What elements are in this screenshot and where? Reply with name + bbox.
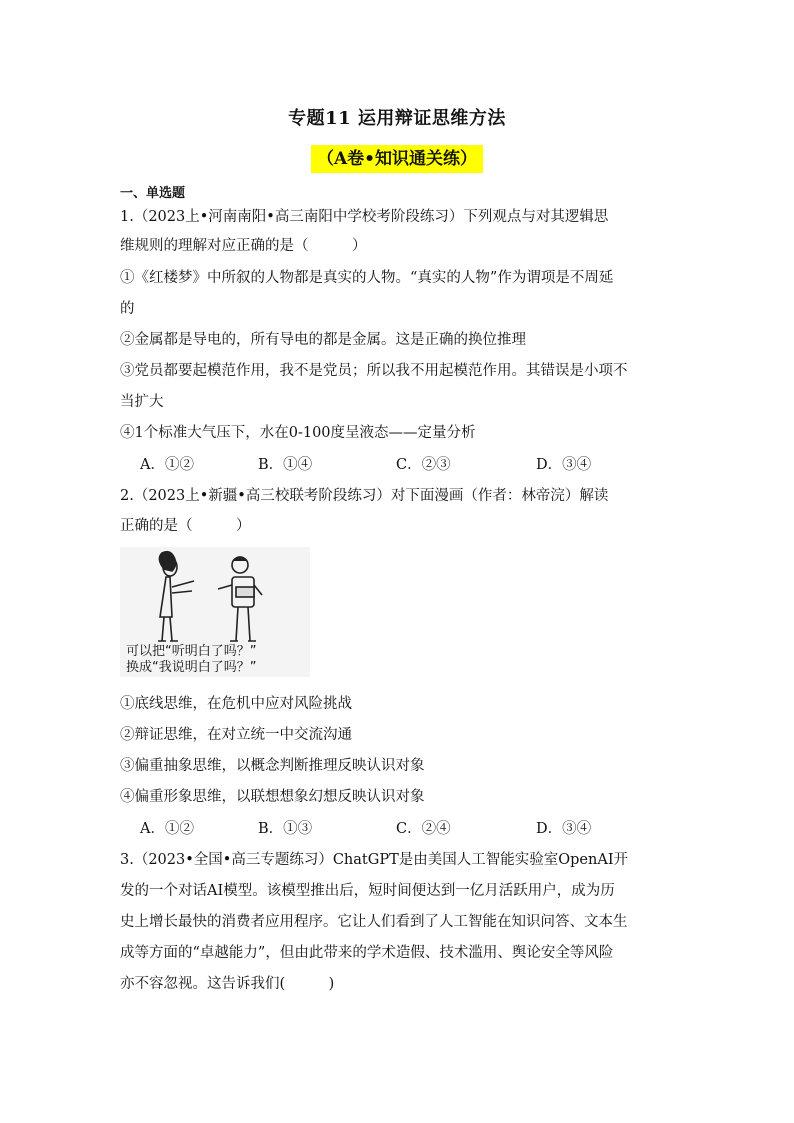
- q1-option-c[interactable]: C．②③: [396, 457, 451, 473]
- q2-statement: ③偏重抽象思维，以概念判断推理反映认识对象: [120, 758, 425, 774]
- q1-option-d[interactable]: D．③④: [536, 457, 592, 473]
- q2-options: [140, 819, 660, 839]
- q3-stem-line: 史上增长最快的消费者应用程序。它让人们看到了人工智能在知识问答、文本生: [120, 914, 628, 930]
- q3-stem-line: 亦不容忽视。这告诉我们( ): [120, 976, 335, 992]
- document-title: 专题11 运用辩证思维方法: [288, 108, 506, 129]
- q1-stem-line: 维规则的理解对应正确的是（ ）: [120, 238, 367, 254]
- q3-stem-line: 3.（2023•全国•高三专题练习）ChatGPT是由美国人工智能实验室OpenAI开: [120, 852, 629, 868]
- q1-statement: ④1个标准大气压下，水在0-100度呈液态——定量分析: [120, 425, 476, 441]
- q2-option-c[interactable]: C．②④: [396, 821, 451, 837]
- q2-statement: ④偏重形象思维，以联想想象幻想反映认识对象: [120, 789, 425, 805]
- q1-statement: ①《红楼梦》中所叙的人物都是真实的人物。“真实的人物”作为谓项是不周延: [120, 270, 614, 286]
- document-subtitle: （A卷•知识通关练）: [311, 145, 483, 173]
- comic-caption-line-2: 换成“我说明白了吗？”: [126, 660, 257, 675]
- q1-statement: 的: [120, 301, 135, 317]
- q1-option-a[interactable]: A．①②: [140, 457, 194, 473]
- q1-option-b[interactable]: B．①④: [258, 457, 313, 473]
- q1-options: [140, 455, 660, 475]
- q2-statement: ②辩证思维，在对立统一中交流沟通: [120, 727, 352, 743]
- q1-statement: ③党员都要起模范作用，我不是党员；所以我不用起模范作用。其错误是小项不: [120, 363, 628, 379]
- q1-statement: 当扩大: [120, 394, 164, 410]
- q2-option-a[interactable]: A．①②: [140, 821, 194, 837]
- q1-stem-line: 1.（2023上•河南南阳•高三南阳中学校考阶段练习）下列观点与对其逻辑思: [120, 209, 609, 225]
- q2-option-b[interactable]: B．①③: [258, 821, 313, 837]
- q2-option-d[interactable]: D．③④: [536, 821, 592, 837]
- section-heading: 一、单选题: [120, 186, 186, 201]
- comic-caption-line-1: 可以把“听明白了吗？”: [126, 644, 257, 659]
- q2-stem-line: 2.（2023上•新疆•高三校联考阶段练习）对下面漫画（作者：林帝浣）解读: [120, 488, 609, 504]
- subtitle-wrap: [0, 145, 794, 173]
- q2-stem-line: 正确的是（ ）: [120, 518, 251, 534]
- q1-statement: ②金属都是导电的，所有导电的都是金属。这是正确的换位推理: [120, 332, 526, 348]
- comic-image: [120, 547, 310, 677]
- q3-stem-line: 成等方面的“卓越能力”，但由此带来的学术造假、技术滥用、舆论安全等风险: [120, 945, 614, 961]
- q3-stem-line: 发的一个对话AI模型。该模型推出后，短时间便达到一亿月活跃用户，成为历: [120, 883, 615, 899]
- q2-statement: ①底线思维，在危机中应对风险挑战: [120, 696, 352, 712]
